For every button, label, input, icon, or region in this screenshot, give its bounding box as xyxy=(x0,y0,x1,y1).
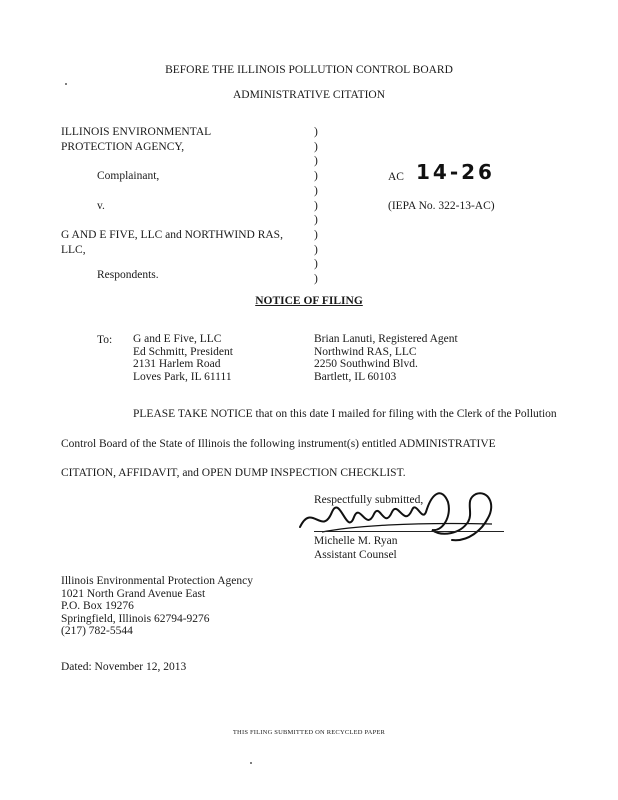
respondent-name-line2: LLC, xyxy=(61,244,86,256)
scan-speck xyxy=(65,83,67,85)
ac-number-handwritten: 14-26 xyxy=(416,160,495,184)
respondents-label: Respondents. xyxy=(97,269,159,281)
complainant-name-line1: ILLINOIS ENVIRONMENTAL xyxy=(61,126,212,138)
scan-speck xyxy=(250,762,252,764)
complainant-label: Complainant, xyxy=(97,170,160,182)
iepa-number: (IEPA No. 322-13-AC) xyxy=(388,200,495,212)
citation-heading: ADMINISTRATIVE CITATION xyxy=(232,89,386,101)
recipient-1-address: G and E Five, LLC Ed Schmitt, President 2131 Harlem Road Loves Park, IL 61111 xyxy=(133,333,233,383)
complainant-name-line2: PROTECTION AGENCY, xyxy=(61,141,185,153)
signature-line xyxy=(314,531,504,532)
to-label: To: xyxy=(97,334,113,346)
dated-line: Dated: November 12, 2013 xyxy=(61,661,187,673)
recipient-2-address: Brian Lanuti, Registered Agent Northwind RAS, LLC 2250 Southwind Blvd. Bartlett, IL 60103 xyxy=(314,333,458,383)
recycled-paper-footer: THIS FILING SUBMITTED ON RECYCLED PAPER xyxy=(232,729,386,736)
body-line-1: PLEASE TAKE NOTICE that on this date I mailed for filing with the Clerk of the Pollution xyxy=(133,408,557,420)
caption-parenthesis-column: ) ) ) ) ) ) ) ) ) ) ) xyxy=(314,126,318,286)
ac-label: AC xyxy=(388,171,404,183)
signer-title: Assistant Counsel xyxy=(314,549,397,561)
body-line-3: CITATION, AFFIDAVIT, and OPEN DUMP INSPECTION CHECKLIST. xyxy=(61,467,406,479)
signer-name: Michelle M. Ryan xyxy=(314,535,398,547)
agency-address: Illinois Environmental Protection Agency 1021 North Grand Avenue East P.O. Box 19276 Springfield, Illinois 62794-9276 (217) 782-5544 xyxy=(61,575,253,637)
respondent-name-line1: G AND E FIVE, LLC and NORTHWIND RAS, xyxy=(61,229,283,241)
notice-title: NOTICE OF FILING xyxy=(255,295,363,307)
versus-label: v. xyxy=(97,200,105,212)
board-heading: BEFORE THE ILLINOIS POLLUTION CONTROL BOARD xyxy=(165,64,453,76)
signature-closing: Respectfully submitted, xyxy=(314,494,424,506)
body-line-2: Control Board of the State of Illinois the following instrument(s) entitled ADMINISTRATIVE xyxy=(61,438,496,450)
